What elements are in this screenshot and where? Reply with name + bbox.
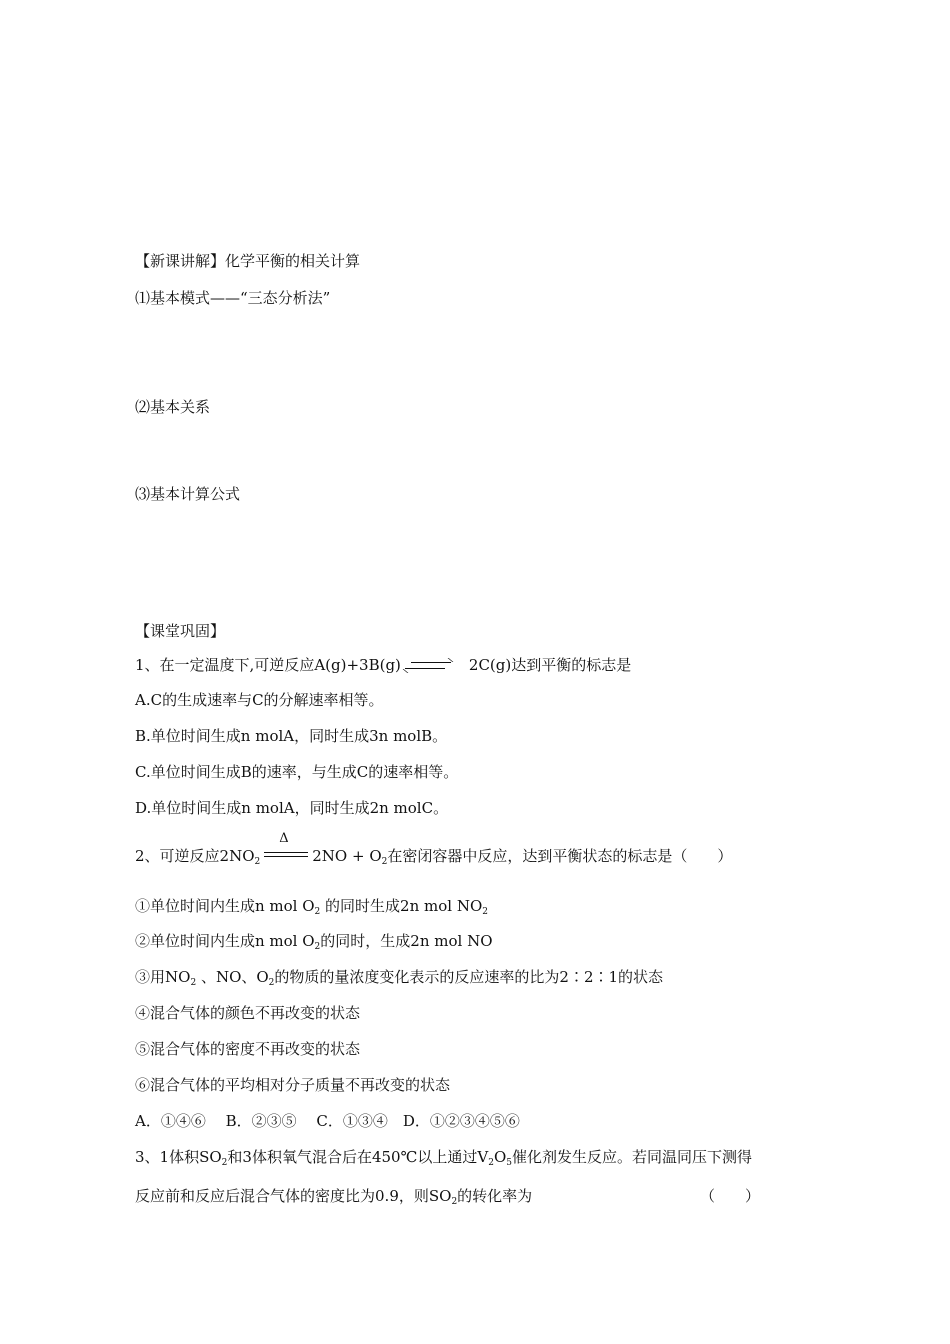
q2-s2b: 的同时，生成2n mol NO: [320, 932, 493, 950]
question-3-line-2: [135, 1186, 532, 1212]
q2-statement-4: ④混合气体的颜色不再改变的状态: [135, 1004, 361, 1022]
q2-statement-2: [135, 931, 493, 957]
q2-statement-3: [135, 967, 663, 993]
q2-sub: 2: [381, 857, 388, 867]
item-basic-mode: ⑴基本模式——“三态分析法”: [135, 289, 331, 307]
q2-stem-b: 2NO + O: [312, 847, 382, 865]
question-3-line-1: [135, 1147, 752, 1173]
q2-s1a: ①单位时间内生成n mol O: [135, 897, 315, 915]
q2-sub: 2: [314, 907, 321, 917]
q1-option-a: A.C的生成速率与C的分解速率相等。: [135, 691, 384, 709]
q2-s3a: ③用NO: [135, 968, 191, 986]
q3-l2a: 反应前和反应后混合气体的密度比为0.9，则SO: [135, 1187, 452, 1205]
section-title-new-lesson: 【新课讲解】化学平衡的相关计算: [135, 252, 361, 270]
q3-l2b: 的转化率为: [457, 1187, 533, 1205]
q2-stem-c: 在密闭容器中反应，达到平衡状态的标志是（ ）: [387, 847, 733, 865]
q2-s3b: 、NO、O: [196, 968, 269, 986]
q2-s1b: 的同时生成2n mol NO: [320, 897, 483, 915]
q3-l1a: 3、1体积SO: [135, 1148, 222, 1166]
q2-statement-1: [135, 896, 488, 922]
q2-stem-a: 2、可逆反应2NO: [135, 847, 255, 865]
q2-sub: 2: [254, 857, 261, 867]
q2-sub: 2: [482, 907, 488, 917]
q3-l1b: 和3体积氧气混合后在450℃以上通过V: [227, 1148, 489, 1166]
q3-sub: 2: [488, 1158, 494, 1168]
q3-answer-bracket: （ ）: [700, 1187, 761, 1205]
q1-option-b: B.单位时间生成n molA，同时生成3n molB。: [135, 727, 448, 745]
q2-s3c: 的物质的量浓度变化表示的反应速率的比为2∶2∶1的状态: [274, 968, 664, 986]
item-basic-relation: ⑵基本关系: [135, 398, 211, 416]
q2-s2a: ②单位时间内生成n mol O: [135, 932, 315, 950]
q1-stem-left: 1、在一定温度下,可逆反应A(g)+3B(g): [135, 656, 401, 674]
section-title-practice: 【课堂巩固】: [135, 622, 226, 640]
question-2-stem: [135, 831, 733, 872]
q1-option-c: C.单位时间生成B的速率，与生成C的速率相等。: [135, 763, 459, 781]
heat-equilibrium-arrows-icon: [262, 831, 310, 864]
q3-sub: 5: [506, 1158, 512, 1168]
question-1-stem: [135, 655, 631, 675]
item-basic-formula: ⑶基本计算公式: [135, 485, 241, 503]
q1-stem-right: 2C(g)达到平衡的标志是: [468, 656, 632, 674]
q3-sub: 2: [451, 1197, 458, 1207]
q2-choices: A．①④⑥ B．②③⑤ C．①③④ D．①②③④⑤⑥: [135, 1112, 520, 1130]
q3-l1d: 催化剂发生反应。若同温同压下测得: [511, 1148, 752, 1166]
q2-sub: 2: [190, 978, 197, 988]
q2-sub: 2: [268, 978, 275, 988]
q3-l1c: O: [493, 1148, 507, 1166]
delta-symbol: Δ: [279, 831, 289, 846]
equilibrium-arrows-icon: [405, 659, 451, 673]
q2-sub: 2: [314, 942, 321, 952]
q2-statement-6: ⑥混合气体的平均相对分子质量不再改变的状态: [135, 1076, 451, 1094]
q3-sub: 2: [221, 1158, 228, 1168]
q1-option-d: D.单位时间生成n molA，同时生成2n molC。: [135, 799, 449, 817]
q2-statement-5: ⑤混合气体的密度不再改变的状态: [135, 1040, 361, 1058]
